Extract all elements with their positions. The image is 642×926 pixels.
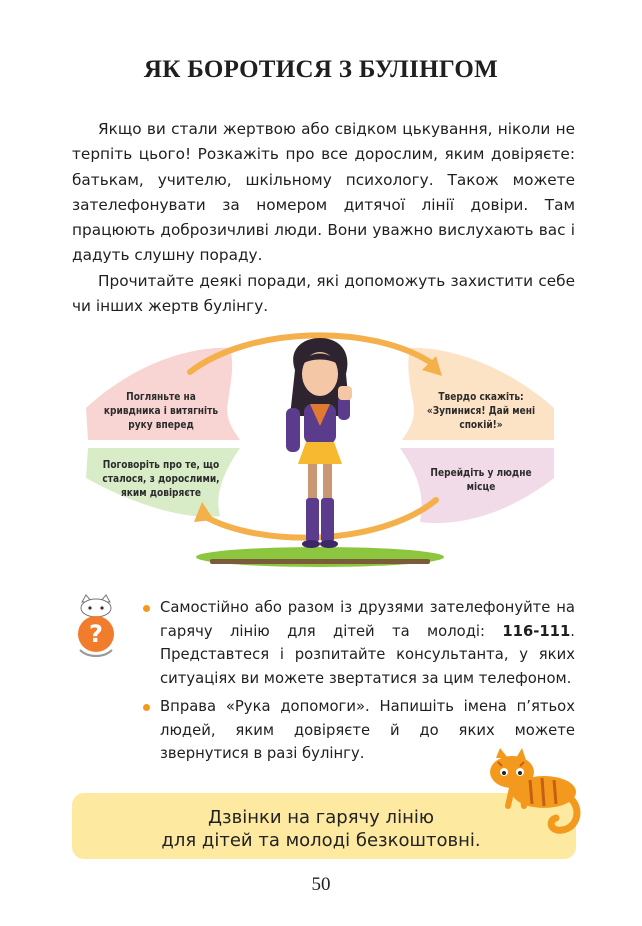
note-line-1: Дзвінки на гарячу лінію — [207, 807, 434, 828]
intro-paragraph-2: Прочитайте деякі поради, які допоможуть захистити себе чи інших жертв булінгу. — [72, 271, 575, 316]
anti-bullying-tips-diagram — [80, 330, 560, 570]
orange-cat-icon — [478, 748, 582, 834]
arrow-bottom — [204, 500, 436, 538]
girl-figure — [286, 338, 352, 548]
task-1-text: Самостійно або разом із друзями зателефонуйте на гарячу лінію для дітей та молоді: — [160, 599, 575, 640]
tip-top-right: Твердо скажіть: «Зупинися! Дай мені спокій!» — [426, 391, 536, 431]
page-number: 50 — [311, 874, 331, 895]
note-line-2: для дітей та молоді безкоштовні. — [161, 830, 481, 851]
tip-bottom-right: Перейдіть у людне місце — [430, 467, 532, 493]
task-item-1 — [143, 596, 575, 690]
question-cat-icon — [74, 594, 118, 660]
task-item-2: Вправа «Рука допомоги». Напишіть імена п’ятьох людей, яким довіряєте й до яких можете звернутися в разі булінгу. — [143, 695, 575, 766]
diagram-graphics — [80, 330, 560, 570]
soil-strip — [210, 559, 430, 564]
page-title: ЯК БОРОТИСЯ З БУЛІНГОМ — [143, 56, 499, 83]
intro-paragraph-1: Якщо ви стали жертвою або свідком цькування, ніколи не терпіть цього! Розкажіть про все дорослим, яким довіряєте: батькам, учителю, шкільному психологу. Також можете зателефонувати за номером дитячої лінії довіри. Там працюють доброзичливі люди. Вони уважно вислухають вас і дадуть слушну пораду. — [72, 120, 575, 265]
task-list — [143, 596, 575, 771]
hotline-number: 116-111 — [502, 622, 571, 640]
tip-bottom-left: Поговоріть про те, що сталося, з дорослими, яким довіряєте — [102, 459, 220, 499]
intro-text — [72, 117, 575, 319]
task-1-rest: . Представтеся і розпитайте консультанта, у яких ситуаціях ви можете звертатися за цим телефоном. — [160, 622, 575, 687]
tip-top-left: Погляньте на кривдника і витягніть руку вперед — [103, 391, 219, 431]
svg-text:?: ? — [89, 620, 103, 648]
